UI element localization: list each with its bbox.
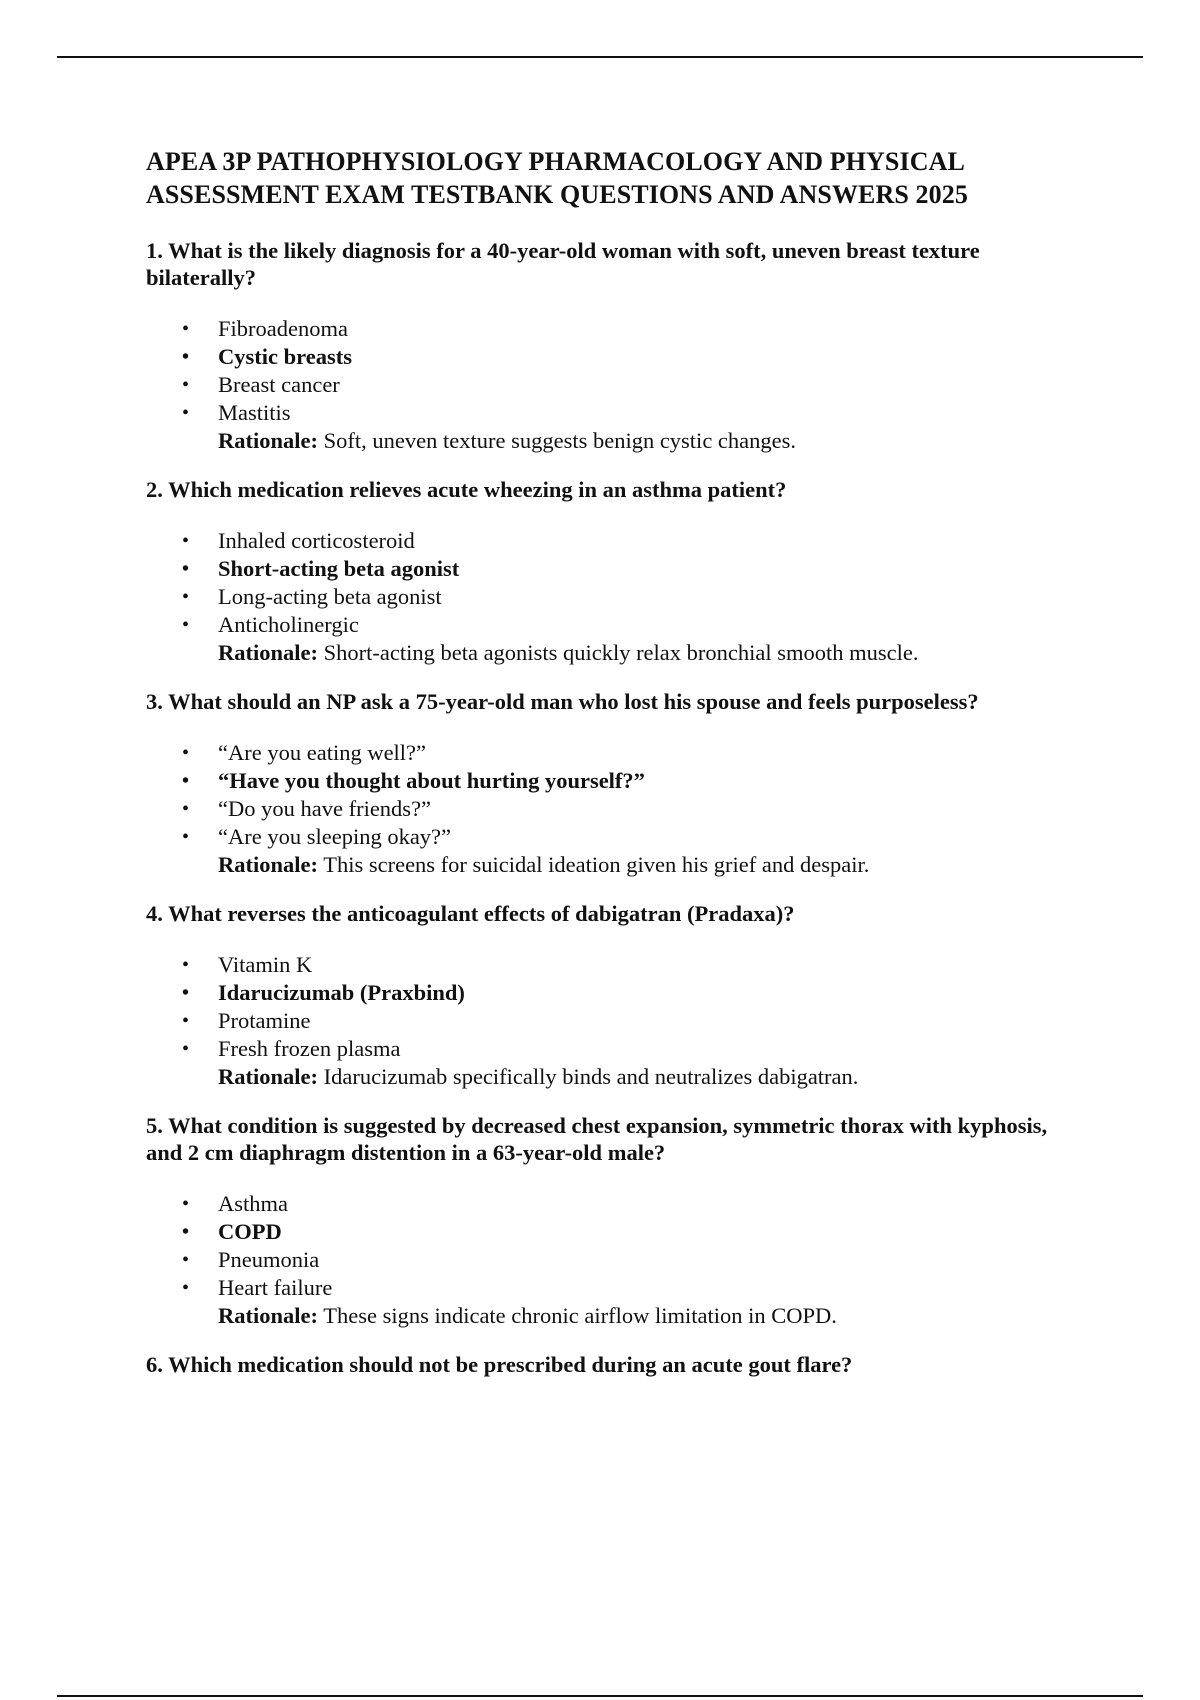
answer-option	[182, 795, 1066, 823]
answer-option-label: Asthma	[218, 1191, 288, 1216]
question-text: 6. Which medication should not be prescribed during an acute gout flare?	[146, 1352, 853, 1377]
answer-option-label: Inhaled corticosteroid	[218, 528, 415, 553]
bullet-icon: •	[182, 586, 190, 608]
answer-option	[182, 1035, 1066, 1063]
answer-options	[146, 951, 1066, 1063]
answer-option	[182, 611, 1066, 639]
rationale-label: Rationale:	[218, 1303, 318, 1328]
bullet-icon: •	[182, 798, 190, 820]
bullet-icon: •	[182, 1193, 190, 1215]
question-text: 2. Which medication relieves acute wheezing in an asthma patient?	[146, 477, 787, 502]
rationale-text: Idarucizumab specifically binds and neutralizes dabigatran.	[318, 1064, 859, 1089]
rationale	[218, 427, 1066, 455]
rationale-text: This screens for suicidal ideation given his grief and despair.	[318, 852, 870, 877]
rationale-label: Rationale:	[218, 852, 318, 877]
rationale-label: Rationale:	[218, 640, 318, 665]
rationale-text: Short-acting beta agonists quickly relax bronchial smooth muscle.	[318, 640, 919, 665]
answer-option	[182, 527, 1066, 555]
answer-option	[182, 1274, 1066, 1302]
answer-option-label: “Have you thought about hurting yourself?”	[218, 768, 645, 793]
answer-option	[182, 315, 1066, 343]
question-list	[146, 237, 1066, 1378]
answer-option-label: “Do you have friends?”	[218, 796, 432, 821]
answer-options	[146, 527, 1066, 639]
answer-option-label: Long-acting beta agonist	[218, 584, 442, 609]
answer-option-label: Heart failure	[218, 1275, 333, 1300]
question-text: 4. What reverses the anticoagulant effects of dabigatran (Pradaxa)?	[146, 901, 795, 926]
bullet-icon: •	[182, 374, 190, 396]
rationale-label: Rationale:	[218, 428, 318, 453]
answer-option-label: Mastitis	[218, 400, 291, 425]
answer-options	[146, 739, 1066, 851]
answer-option	[182, 951, 1066, 979]
answer-option	[182, 1246, 1066, 1274]
answer-option-label: Pneumonia	[218, 1247, 320, 1272]
answer-option	[182, 583, 1066, 611]
answer-option-label: Protamine	[218, 1008, 311, 1033]
answer-option	[182, 1007, 1066, 1035]
question-block	[146, 900, 1066, 1091]
bullet-icon: •	[182, 826, 190, 848]
answer-option-label: Breast cancer	[218, 372, 340, 397]
bullet-icon: •	[182, 558, 190, 580]
rationale	[218, 639, 1066, 667]
answer-option-label: Vitamin K	[218, 952, 313, 977]
question-block	[146, 1112, 1066, 1330]
answer-option-label: Fibroadenoma	[218, 316, 348, 341]
bullet-icon: •	[182, 402, 190, 424]
question-block	[146, 1351, 1066, 1378]
rationale-label: Rationale:	[218, 1064, 318, 1089]
document-body	[146, 145, 1066, 1399]
bullet-icon: •	[182, 530, 190, 552]
bullet-icon: •	[182, 770, 190, 792]
bullet-icon: •	[182, 614, 190, 636]
answer-option	[182, 1190, 1066, 1218]
answer-option	[182, 739, 1066, 767]
answer-option-label: Idarucizumab (Praxbind)	[218, 980, 465, 1005]
rationale-text: Soft, uneven texture suggests benign cystic changes.	[318, 428, 797, 453]
answer-option-label: “Are you sleeping okay?”	[218, 824, 452, 849]
answer-option-label: “Are you eating well?”	[218, 740, 427, 765]
answer-option-label: Cystic breasts	[218, 344, 352, 369]
answer-option	[182, 399, 1066, 427]
answer-option-label: Anticholinergic	[218, 612, 359, 637]
question-block	[146, 237, 1066, 455]
answer-option-correct	[182, 979, 1066, 1007]
answer-option-label: Short-acting beta agonist	[218, 556, 460, 581]
bullet-icon: •	[182, 318, 190, 340]
answer-option-correct	[182, 1218, 1066, 1246]
bullet-icon: •	[182, 1277, 190, 1299]
bullet-icon: •	[182, 346, 190, 368]
question-block	[146, 688, 1066, 879]
document-title	[146, 145, 1066, 211]
bullet-icon: •	[182, 1249, 190, 1271]
question-text: 3. What should an NP ask a 75-year-old man who lost his spouse and feels purposeless?	[146, 689, 979, 714]
rationale	[218, 851, 1066, 879]
answer-option-correct	[182, 555, 1066, 583]
answer-option-correct	[182, 767, 1066, 795]
top-divider	[57, 56, 1143, 58]
bullet-icon: •	[182, 742, 190, 764]
document-title-line-1: APEA 3P PATHOPHYSIOLOGY PHARMACOLOGY AND PHYSICAL	[146, 147, 965, 176]
bullet-icon: •	[182, 1221, 190, 1243]
answer-option-correct	[182, 343, 1066, 371]
answer-options	[146, 1190, 1066, 1302]
question-text: 5. What condition is suggested by decreased chest expansion, symmetric thorax with kyphosis, and 2 cm diaphragm distention in a 63-year-old male?	[146, 1113, 1048, 1165]
answer-option-label: COPD	[218, 1219, 282, 1244]
rationale	[218, 1063, 1066, 1091]
bullet-icon: •	[182, 1038, 190, 1060]
answer-options	[146, 315, 1066, 427]
bullet-icon: •	[182, 982, 190, 1004]
question-block	[146, 476, 1066, 667]
bullet-icon: •	[182, 1010, 190, 1032]
answer-option	[182, 371, 1066, 399]
answer-option-label: Fresh frozen plasma	[218, 1036, 401, 1061]
question-text: 1. What is the likely diagnosis for a 40-year-old woman with soft, uneven breast texture bilaterally?	[146, 238, 980, 290]
rationale	[218, 1302, 1066, 1330]
bottom-divider	[57, 1695, 1143, 1697]
document-title-line-2: ASSESSMENT EXAM TESTBANK QUESTIONS AND ANSWERS 2025	[146, 180, 968, 209]
answer-option	[182, 823, 1066, 851]
rationale-text: These signs indicate chronic airflow limitation in COPD.	[318, 1303, 837, 1328]
bullet-icon: •	[182, 954, 190, 976]
